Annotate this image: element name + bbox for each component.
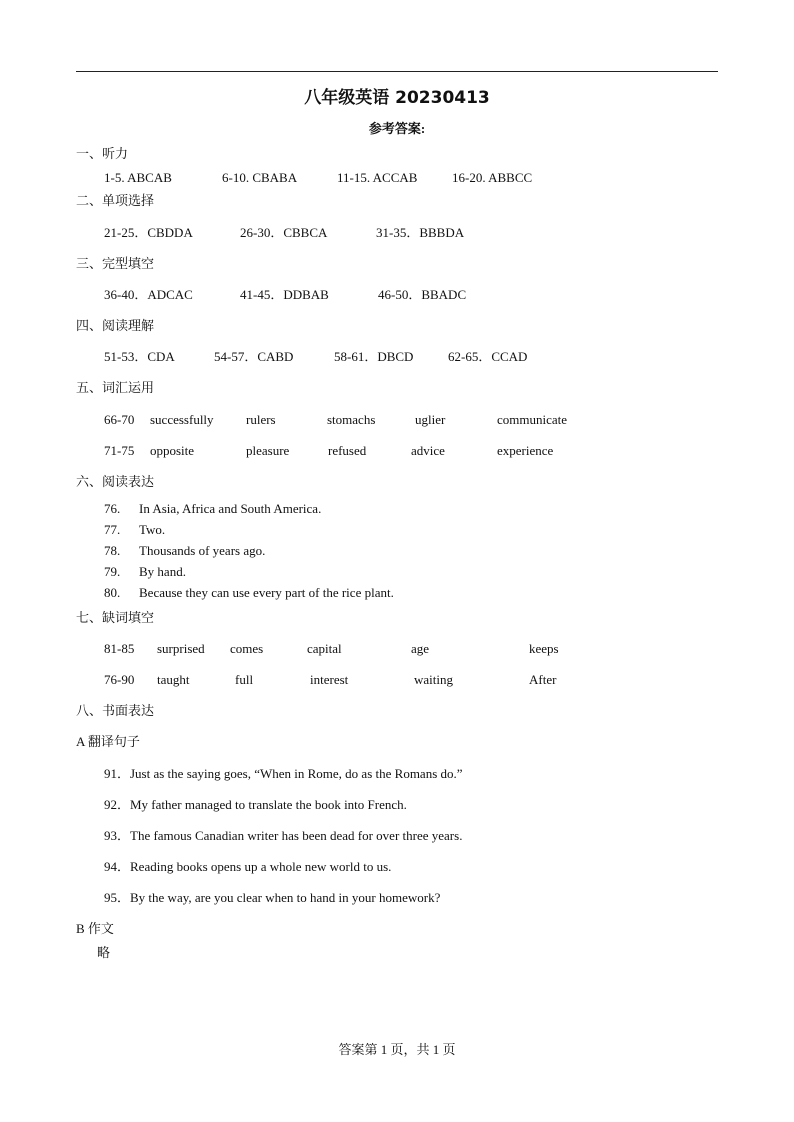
answer-text: By hand. <box>139 564 186 579</box>
answer-word: comes <box>230 641 264 656</box>
question-range: 71-75 <box>104 443 135 458</box>
answer-word: keeps <box>529 641 559 656</box>
translation-sentence: 93．The famous Canadian writer has been dead for over three years. <box>104 828 463 843</box>
answer-word: communicate <box>497 412 568 427</box>
question-number: 76. <box>104 501 121 516</box>
question-range: 76-90 <box>104 672 135 687</box>
answer-word: After <box>529 672 557 687</box>
answer-word: advice <box>411 443 445 458</box>
section-heading-writing: 八、书面表达 <box>76 703 155 718</box>
answer-group: 21-25．CBDDA <box>104 225 193 240</box>
answer-word: uglier <box>415 412 446 427</box>
answer-group: 36-40．ADCAC <box>104 287 193 302</box>
answer-word: pleasure <box>246 443 290 458</box>
answer-word: experience <box>497 443 554 458</box>
answer-word: opposite <box>150 443 195 458</box>
answer-group: 58-61．DBCD <box>334 349 414 364</box>
answer-text: Thousands of years ago. <box>139 543 266 558</box>
answer-word: stomachs <box>327 412 376 427</box>
answer-group: 16-20. ABBCC <box>452 170 533 185</box>
answer-group: 41-45．DDBAB <box>240 287 329 302</box>
question-range: 66-70 <box>104 412 135 427</box>
essay-answer: 略 <box>97 945 111 960</box>
answer-word: waiting <box>414 672 453 687</box>
section-heading-listening: 一、听力 <box>76 146 129 161</box>
section-heading-cloze: 三、完型填空 <box>76 256 155 271</box>
answer-group: 54-57．CABD <box>214 349 294 364</box>
answer-word: interest <box>310 672 349 687</box>
part-a-label: A 翻译句子 <box>76 734 140 749</box>
answer-text: Two. <box>139 522 166 537</box>
answer-word: successfully <box>150 412 214 427</box>
answer-key-label: 参考答案: <box>368 121 426 136</box>
section-heading-single-choice: 二、单项选择 <box>76 193 155 208</box>
page-title: 八年级英语 20230413 <box>304 88 490 108</box>
section-heading-reading: 四、阅读理解 <box>76 318 155 333</box>
answer-word: rulers <box>246 412 276 427</box>
answer-group: 6-10. CBABA <box>222 170 298 185</box>
answer-word: surprised <box>157 641 205 656</box>
answer-group: 51-53．CDA <box>104 349 175 364</box>
answer-text: Because they can use every part of the rice plant. <box>139 585 394 600</box>
answer-word: capital <box>307 641 342 656</box>
section-heading-reading-expression: 六、阅读表达 <box>76 474 155 489</box>
answer-group: 26-30．CBBCA <box>240 225 328 240</box>
question-number: 80. <box>104 585 121 600</box>
answer-word: age <box>411 641 430 656</box>
question-range: 81-85 <box>104 641 135 656</box>
answer-group: 46-50．BBADC <box>378 287 467 302</box>
question-number: 79. <box>104 564 121 579</box>
answer-group: 1-5. ABCAB <box>104 170 172 185</box>
answer-word: taught <box>157 672 190 687</box>
answer-word: refused <box>328 443 367 458</box>
translation-sentence: 92．My father managed to translate the book into French. <box>104 797 407 812</box>
answer-group: 31-35．BBBDA <box>376 225 465 240</box>
answer-text: In Asia, Africa and South America. <box>139 501 322 516</box>
header-rule <box>76 71 718 72</box>
answer-group: 11-15. ACCAB <box>337 170 418 185</box>
translation-sentence: 94．Reading books opens up a whole new world to us. <box>104 859 392 874</box>
answer-word: full <box>235 672 254 687</box>
section-heading-fill-blank: 七、缺词填空 <box>76 610 155 625</box>
translation-sentence: 95．By the way, are you clear when to hand in your homework? <box>104 890 441 905</box>
section-heading-vocabulary: 五、词汇运用 <box>76 380 155 395</box>
page-footer: 答案第 1 页，共 1 页 <box>338 1042 456 1057</box>
translation-sentence: 91．Just as the saying goes, “When in Rome, do as the Romans do.” <box>104 766 463 781</box>
part-b-label: B 作文 <box>76 921 114 936</box>
question-number: 77. <box>104 522 121 537</box>
question-number: 78. <box>104 543 121 558</box>
answer-group: 62-65．CCAD <box>448 349 528 364</box>
